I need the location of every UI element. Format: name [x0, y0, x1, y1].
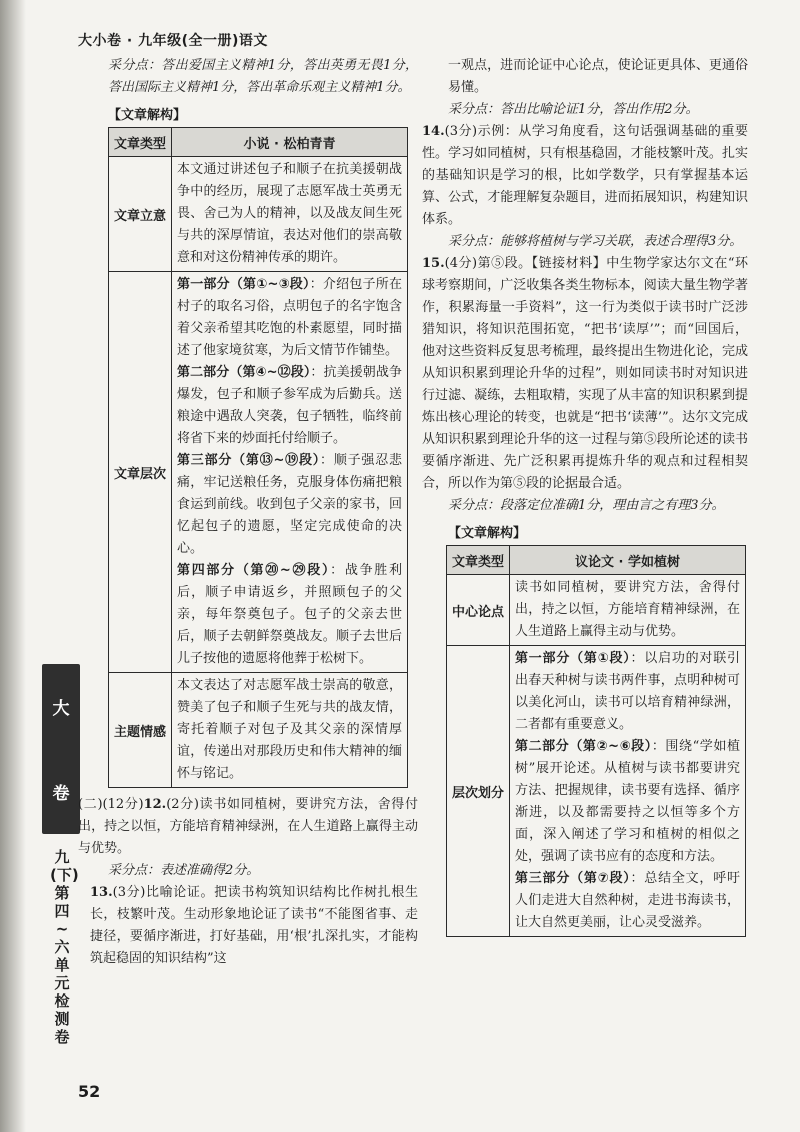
- analysis-table-right: [446, 545, 746, 937]
- question-14-score: 采分点：能够将植树与学习关联，表述合理得3分。: [448, 234, 743, 249]
- side-tab: [42, 664, 80, 834]
- layer-item: 第二部分（第②~⑥段）：围绕“学如植树”展开论述。从植树与读书都要讲究方法、把握规律，读书要有选择、循序渐进，以及都需要持之以恒等多个方面，深入阐述了学习和植树的相似之处，强调了读书应有的态度和方法。: [515, 739, 740, 864]
- side-vertical-text: 九(下) 第四~六单元检测卷: [50, 848, 79, 1046]
- side-tab-bottom: 卷: [52, 784, 70, 804]
- table-row: [447, 575, 746, 646]
- layers-cell: [510, 646, 746, 937]
- question-15: 15.(4分)第⑤段。【链接材料】中生物学家达尔文在“环球考察期间，广泛收集各类生物标本，阅读大量生物学著作，积累海量一手资料”，这一行为类似于读书时广泛涉猎知识，将知识范围拓宽，“把书‘读厚’”；而“回国后，他对这些资料反复思考梳理，最终提出生物进化论，完成从知识积累到理论升华的过程”，则如同读书时对知识进行过滤、凝练，去粗取精，实现了从丰富的知识积累到提炼出核心理论的转变，也就是“把书‘读薄’”。达尔文完成从知识积累到理论升华的这一过程与第⑤段所论述的读书要循序渐进、先广泛积累再提炼升华的观点和过程相契合，所以作为第⑤段的论据最合适。: [422, 256, 748, 491]
- table-row: [109, 673, 408, 788]
- question-12: (二)(12分)12.(2分)读书如同植树，要讲究方法，舍得付出，持之以恒，方能培育精神绿洲，在人生道路上赢得主动与优势。: [78, 797, 418, 856]
- question-12-score: 采分点：表述准确得2分。: [108, 863, 260, 878]
- page-header: 大小卷 · 九年级(全一册)语文: [78, 33, 268, 49]
- table-header-value: 议论文 · 学如植树: [510, 546, 746, 575]
- layers-cell: [172, 272, 408, 673]
- row-text: 本文通过讲述包子和顺子在抗美援朝战争中的经历，展现了志愿军战士英勇无畏、舍己为人的精神，以及战友间生死与共的深厚情谊，表达对他们的崇高敬意和对这份精神传承的期许。: [172, 157, 408, 272]
- row-key: 文章层次: [109, 272, 172, 673]
- layer-item: 第一部分（第①段）：以启功的对联引出春天种树与读书两件事，点明种树可以美化河山，读书可以培育精神绿洲，二者都有重要意义。: [515, 651, 740, 732]
- row-text: 本文表达了对志愿军战士崇高的敬意，赞美了包子和顺子生死与共的战友情，寄托着顺子对包子及其父亲的深情厚谊，传递出对那段历史和伟大精神的缅怀与铭记。: [172, 673, 408, 788]
- table-row: [109, 272, 408, 673]
- analysis-label-left: 【文章解构】: [108, 108, 187, 123]
- right-column: [418, 55, 748, 937]
- table-row: [109, 157, 408, 272]
- side-tab-top: 大: [52, 699, 70, 719]
- question-13: 13.(3分)比喻论证。把读书构筑知识结构比作树扎根生长，枝繁叶茂。生动形象地论证了读书“不能图省事、走捷径，要循序渐进，打好基础，用‘根’扎深扎实，才能构筑起稳固的知识结构”这: [90, 885, 418, 966]
- row-key: 中心论点: [447, 575, 510, 646]
- analysis-label-right: 【文章解构】: [448, 526, 527, 541]
- layer-item: 第三部分（第⑬~⑲段）：顺子强忍悲痛，牢记送粮任务，克服身体伤痛把粮食运到前线。收到包子父亲的家书，回忆起包子的遗愿，坚定完成使命的决心。: [177, 453, 402, 556]
- question-15-score: 采分点：段落定位准确1分，理由言之有理3分。: [448, 498, 725, 513]
- layer-item: 第二部分（第④~⑫段）：抗美援朝战争爆发，包子和顺子参军成为后勤兵。送粮途中遇敌人突袭，包子牺牲，临终前将省下来的炒面托付给顺子。: [177, 365, 402, 446]
- page-number: 52: [78, 1082, 101, 1101]
- left-column: [78, 55, 418, 970]
- table-header-value: 小说 · 松柏青青: [172, 128, 408, 157]
- row-text: 读书如同植树，要讲究方法，舍得付出，持之以恒，方能培育精神绿洲，在人生道路上赢得主动与优势。: [510, 575, 746, 646]
- table-row: [447, 646, 746, 937]
- page-gutter-shadow: [0, 0, 26, 1132]
- row-key: 主题情感: [109, 673, 172, 788]
- question-13-continued: 一观点，进而论证中心论点，使论证更具体、更通俗易懂。: [448, 58, 748, 95]
- row-key: 层次划分: [447, 646, 510, 937]
- analysis-table-left: [108, 127, 408, 788]
- question-13-score: 采分点：答出比喻论证1分，答出作用2分。: [448, 102, 699, 117]
- layer-item: 第三部分（第⑦段）：总结全文，呼吁人们走进大自然种树，走进书海读书，让大自然更美丽，让心灵受滋养。: [515, 871, 740, 930]
- table-header-key: 文章类型: [447, 546, 510, 575]
- score-note-top: 采分点：答出爱国主义精神1分，答出英勇无畏1分，答出国际主义精神1分，答出革命乐观主义精神1分。: [108, 58, 418, 95]
- row-key: 文章立意: [109, 157, 172, 272]
- layer-item: 第一部分（第①~③段）：介绍包子所在村子的取名习俗，点明包子的名字饱含着父亲希望其吃饱的朴素愿望，同时描述了他家境贫寒，为后文情节作铺垫。: [177, 277, 402, 358]
- layer-item: 第四部分（第⑳~㉙段）：战争胜利后，顺子申请返乡，并照顾包子的父亲，每年祭奠包子。包子的父亲去世后，顺子去朝鲜祭奠战友。顺子去世后儿子按他的遗愿将他葬于松树下。: [177, 563, 402, 666]
- table-header-key: 文章类型: [109, 128, 172, 157]
- question-14: 14.(3分)示例：从学习角度看，这句话强调基础的重要性。学习如同植树，只有根基稳固，才能枝繁叶茂。扎实的基础知识是学习的根，比如学数学，只有掌握基本运算、公式，才能理解复杂题目，进而拓展知识，构建知识体系。: [422, 124, 748, 227]
